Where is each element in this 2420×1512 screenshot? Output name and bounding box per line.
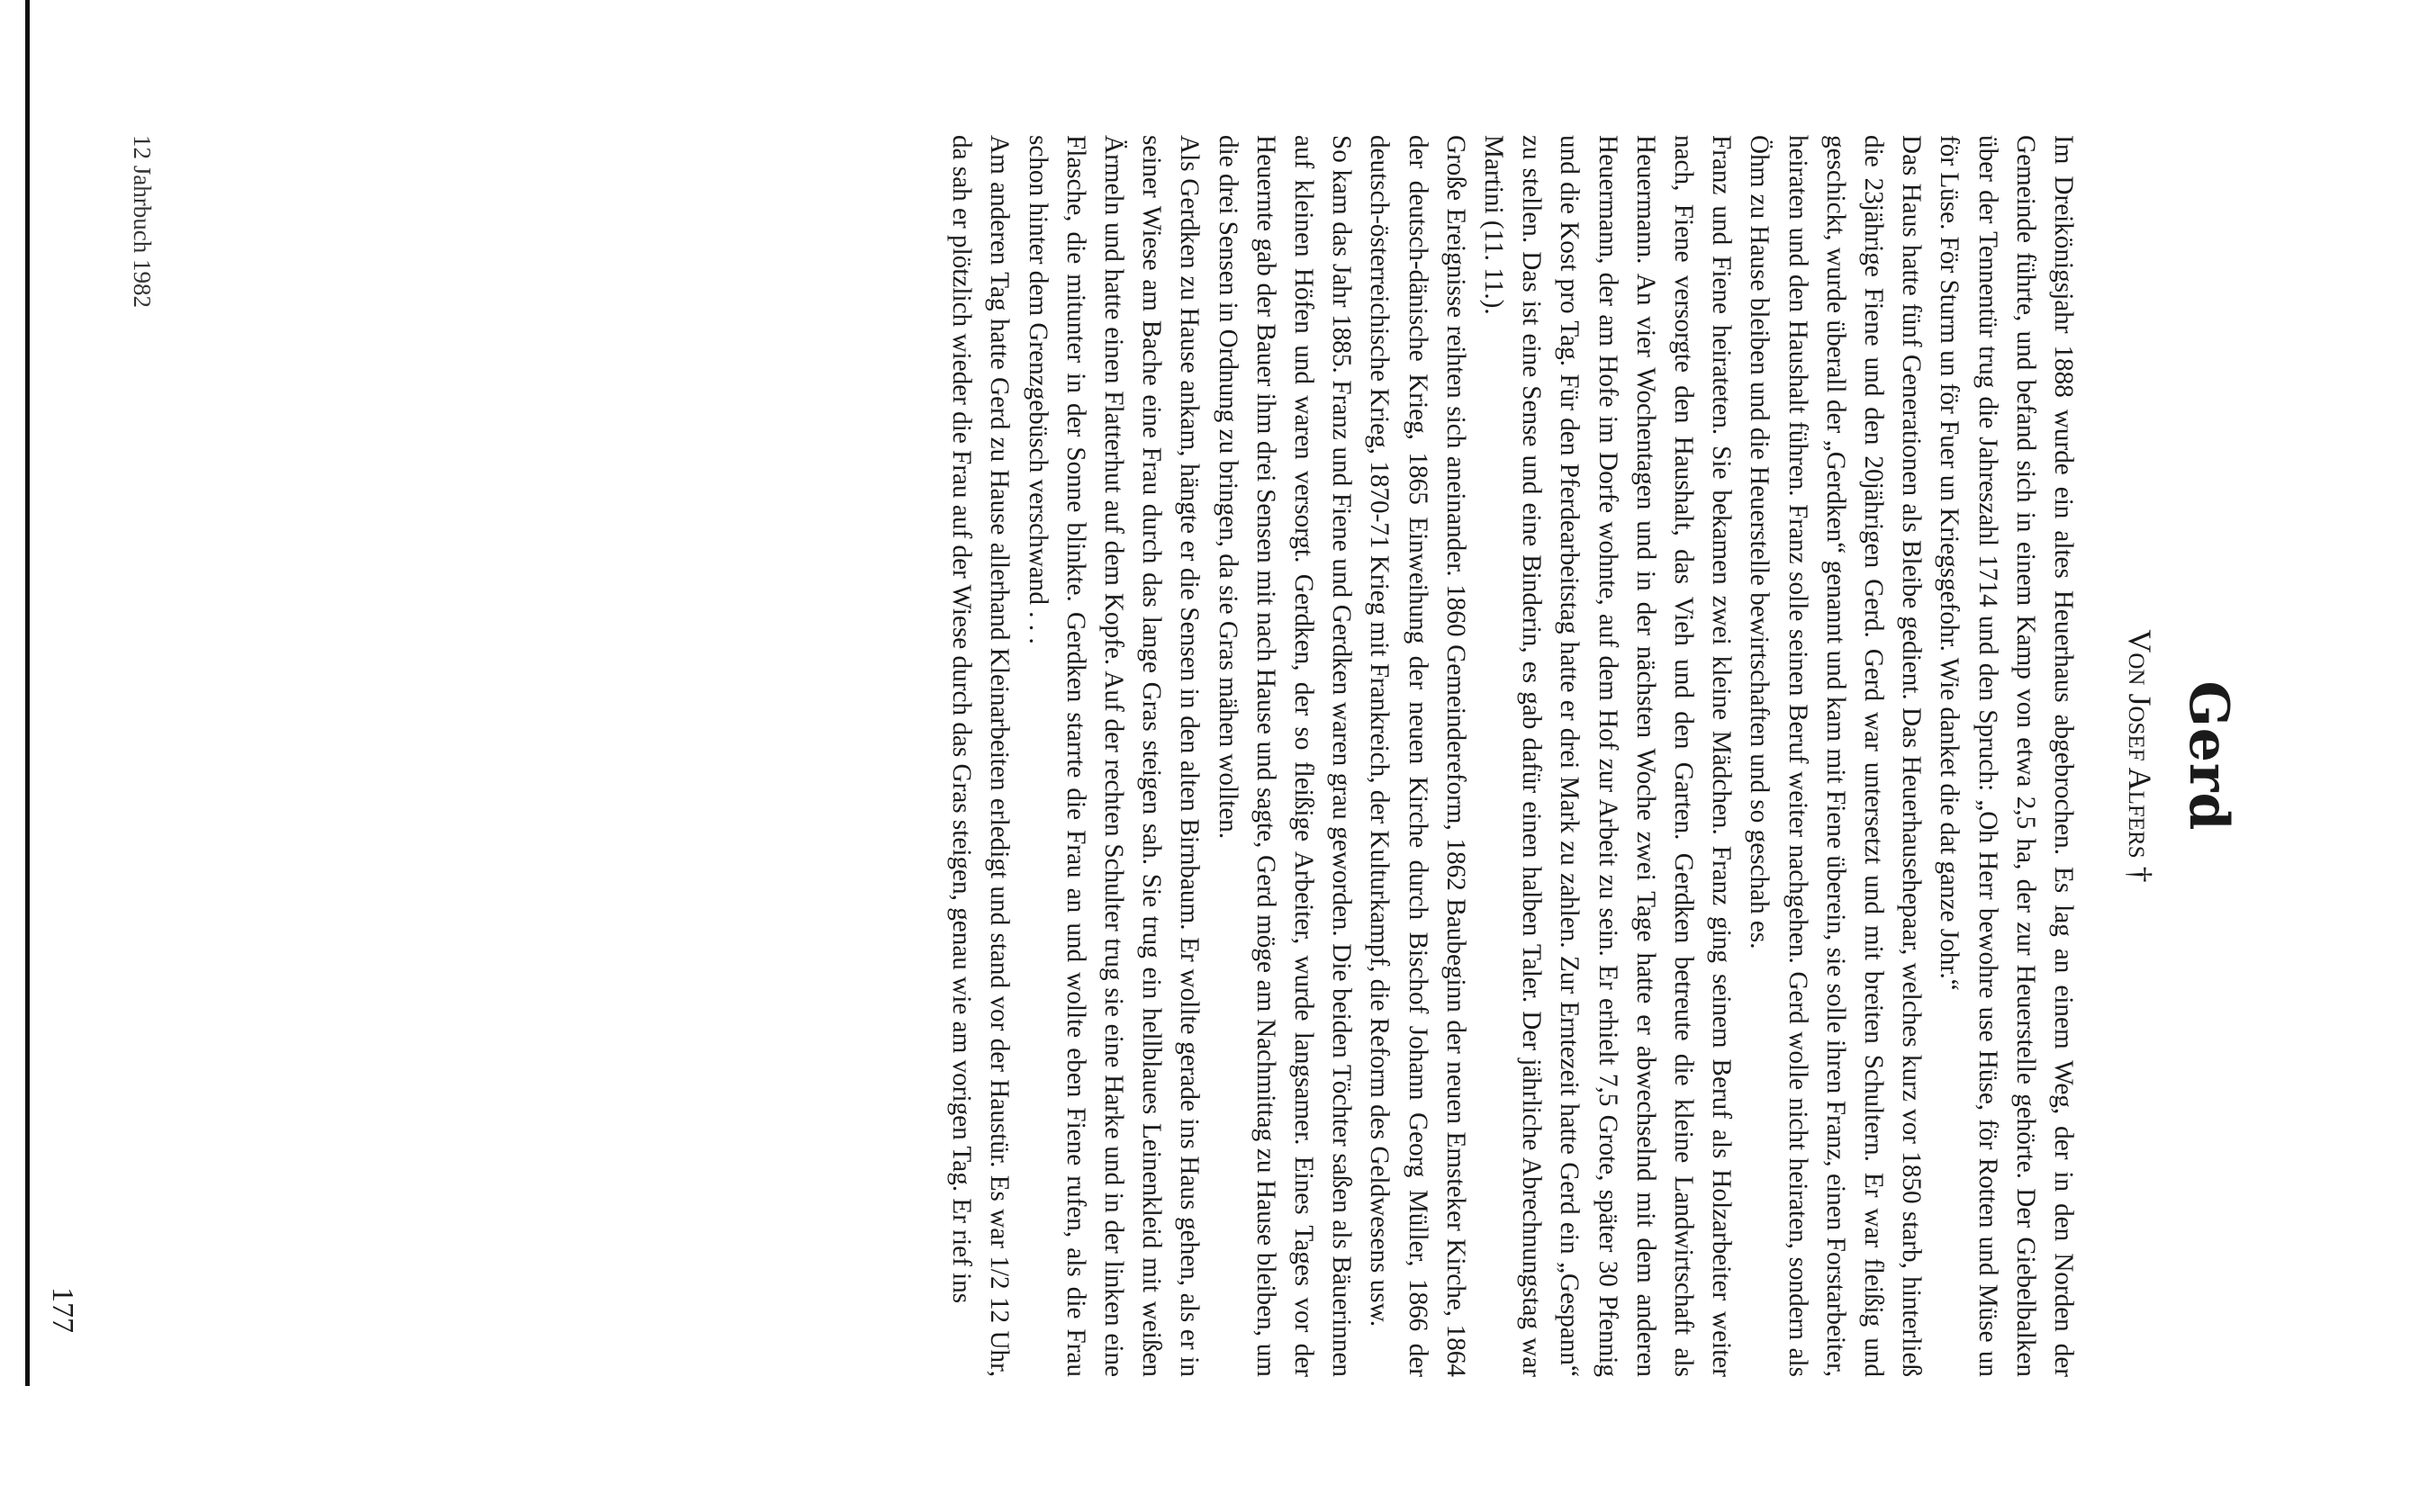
paragraph: Franz und Fiene heirateten. Sie bekamen zwei kleine Mädchen. Franz ging seinem Beruf als Holzarbeiter weiter nach, Fiene versorgte den Haushalt, das Vieh und den Garten. Gerdken betreute die kleine Landwirtschaft als Heuermann. An vier Wochentagen und in der nächsten Woche zwei Tage hatte er abwechselnd mit dem anderen Heuermann, der am Hofe im Dorfe wohnte, auf dem Hof zur Arbeit zu sein. Er erhielt 7,5 Grote, später 30 Pfennig und die Kost pro Tag. Für den Pferdearbeitstag hatte er drei Mark zu zahlen. Zur Erntezeit hatte Gerd ein „Gespann“ zu stellen. Das ist eine Sense und eine Binderin, es gab dafür einen halben Taler. Der jährliche Abrechnungstag war Martini (11. 11.). bbox=[1478, 135, 1737, 1377]
paragraph: Das Haus hatte fünf Generationen als Bleibe gedient. Das Heuerhausehepaar, welches kurz vor 1850 starb, hinterließ die 23jährige Fiene und den 20jährigen Gerd. Gerd war untersetzt und mit breiten Schultern. Er war fleißig und geschickt, wurde überall der „Gerdken“ genannt und kam mit Fiene überein, sie solle ihren Franz, einen Forstarbeiter, heiraten und den Haushalt führen. Franz solle seinen Beruf weiter nachgehen. Gerd wolle nicht heiraten, sondern als Öhm zu Hause bleiben und die Heuerstelle bewirtschaften und so geschah es. bbox=[1745, 135, 1927, 1377]
page-number: 177 bbox=[46, 1287, 79, 1333]
paragraph: Am anderen Tag hatte Gerd zu Hause allerhand Kleinarbeiten erledigt und stand vor der Haustür. Es war 1/2 12 Uhr, da sah er plötzlich wieder die Frau auf der Wiese durch das Gras steigen, genau wie am vorigen Tag. Er rief ins bbox=[947, 135, 1015, 1377]
paragraph: Große Ereignisse reihten sich aneinander. 1860 Gemeindereform, 1862 Baubeginn der neuen Emsteker Kirche, 1864 der deutsch-dänische Krieg, 1865 Einweihung der neuen Kirche durch Bischof Johann Georg Müller, 1866 der deutsch-österreichische Krieg, 1870-71 Krieg mit Frankreich, der Kulturkampf, die Reform des Geldwesens usw. bbox=[1365, 135, 1470, 1377]
paragraph: So kam das Jahr 1885. Franz und Fiene und Gerdken waren grau geworden. Die beiden Töchter saßen als Bäuerinnen auf kleinen Höfen und waren versorgt. Gerdken, der so fleißige Arbeiter, wurde langsamer. Eines Tages vor der Heuernte gab der Bauer ihm drei Sensen mit nach Hause und sagte, Gerd möge am Nachmittag zu Hause bleiben, um die drei Sensen in Ordnung zu bringen, da sie Gras mähen wollten. bbox=[1213, 135, 1357, 1377]
bottom-rule bbox=[25, 0, 30, 1386]
paragraph: Im Dreikönigsjahr 1888 wurde ein altes Heuerhaus abgebrochen. Es lag an einem Weg, der in den Norden der Gemeinde führte, und befand sich in einem Kamp von etwa 2,5 ha, der zur Heuerstelle gehörte. Der Giebelbalken über der Tennentür trug die Jahreszahl 1714 und den Spruch: „Oh Herr bewohre use Hüse, för Rotten und Müse un för Lüse. För Sturm un för Fuer un Kriegsgefohr. Wie danket die dat ganze Johr.“ bbox=[1935, 135, 2078, 1377]
article-title: Gerd bbox=[2177, 680, 2240, 832]
footer-label: 12 Jahrbuch 1982 bbox=[129, 135, 156, 308]
article-body bbox=[943, 135, 2082, 1377]
article-author: Von Josef Alfers † bbox=[2122, 629, 2158, 883]
paragraph: Als Gerdken zu Hause ankam, hängte er die Sensen in den alten Birnbaum. Er wollte gerade ins Haus gehen, als er in seiner Wiese am Bache eine Frau durch das lange Gras steigen sah. Sie trug ein hellblaues Leinenkleid mit weißen Ärmeln und hatte einen Flatterhut auf dem Kopfe. Auf der rechten Schulter trug sie eine Harke und in der linken eine Flasche, die mitunter in der Sonne blinkte. Gerdken starrte die Frau an und wollte eben Fiene rufen, als die Frau schon hinter dem Grenzgebüsch verschwand . . . bbox=[1023, 135, 1205, 1377]
